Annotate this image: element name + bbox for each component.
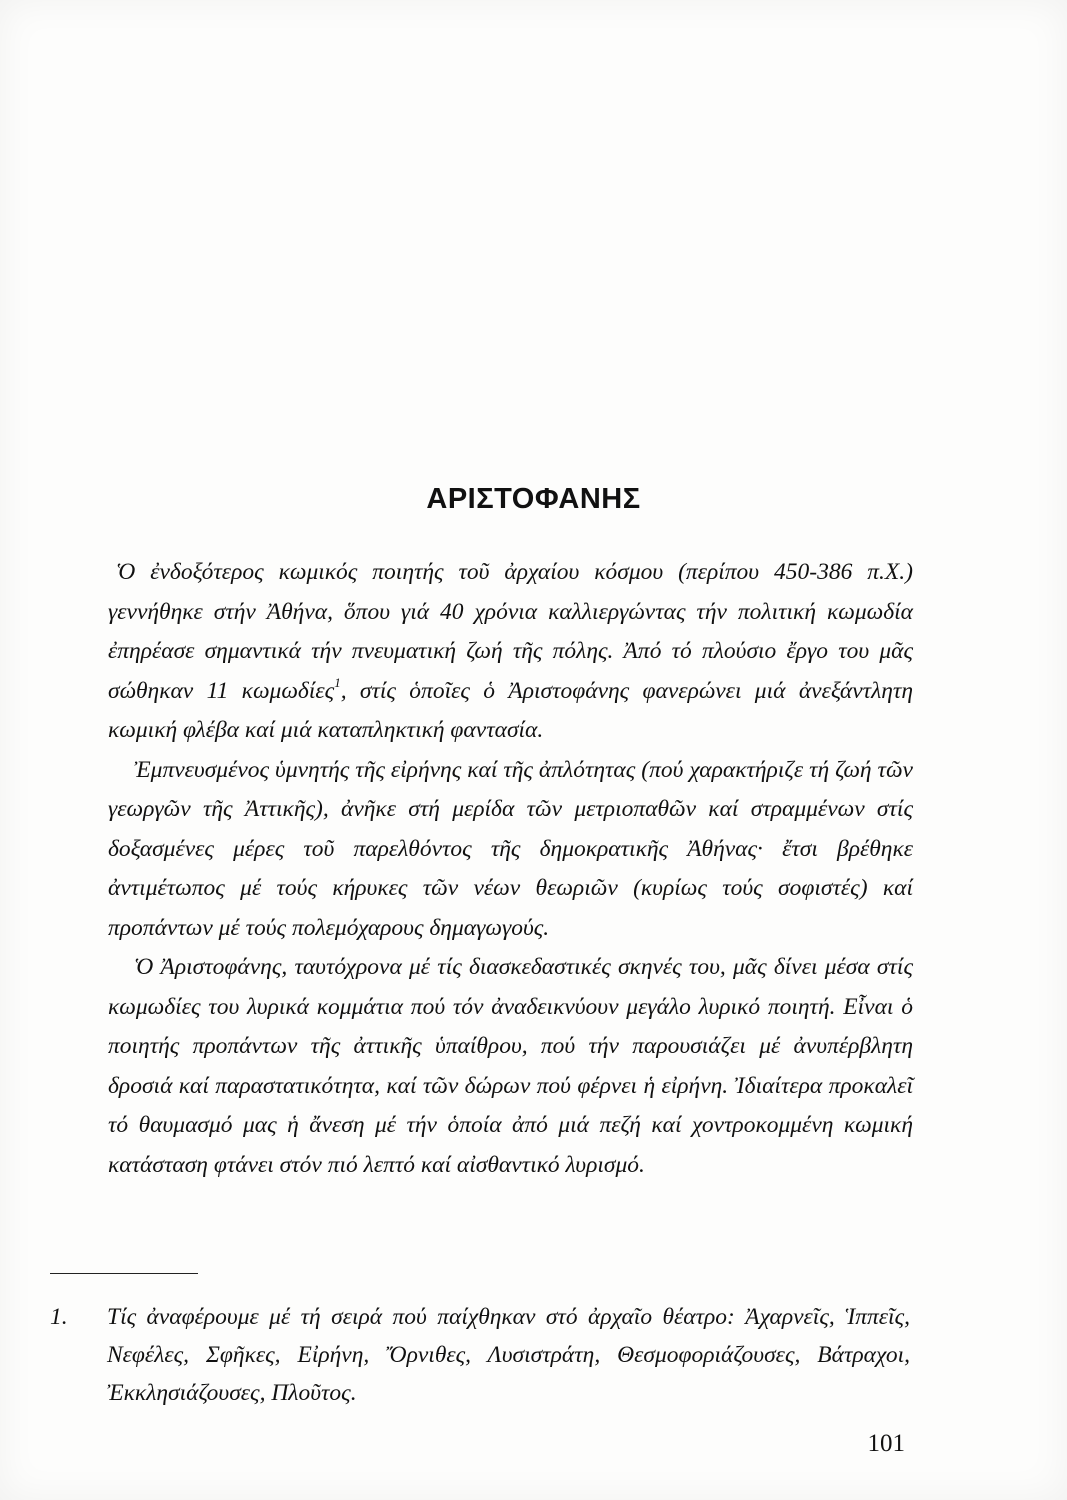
paragraph-intro-text: Ὁ ἐνδοξότερος κωμικός ποιητής τοῦ ἀρχαίου κόσμου (περίπου 450-386 π.Χ.) γεννήθηκε στήν Ἀθήνα, ὅπου γιά 40 χρόνια καλλιεργώντας τήν πολιτική κωμωδία ἐπηρέασε σημαντικά τήν πνευματική ζωή τῆς πόλης. Ἀπό τό πλούσιο ἔργο του μᾶς σώθηκαν 11 κωμωδίες — [108, 559, 913, 704]
paragraph-peace: Ἐμπνευσμένος ὑμνητής τῆς εἰρήνης καί τῆς ἀπλότητας (πού χαρακτήριζε τή ζωή τῶν γεωργῶν τῆς Ἀττικῆς), ἀνῆκε στή μερίδα τῶν μετριοπαθῶν καί στραμμένων στίς δοξασμένες μέρες τοῦ παρελθόντος τῆς δημοκρατικῆς Ἀθήνας· ἔτσι βρέθηκε ἀντιμέτωπος μέ τούς κήρυκες τῶν νέων θεωριῶν (κυρίως τούς σοφιστές) καί προπάντων μέ τούς πολεμόχαρους δημαγωγούς. — [108, 756, 913, 941]
footnote — [50, 1298, 910, 1412]
footnote-divider — [50, 1273, 198, 1274]
footnote-number: 1. — [50, 1304, 68, 1330]
page-number: 101 — [867, 1430, 905, 1457]
page-title: ΑΡΙΣΤΟΦΑΝΗΣ — [426, 483, 641, 515]
footnote-text: Τίς ἀναφέρουμε μέ τή σειρά πού παίχθηκαν στό ἀρχαῖο θέατρο: Ἀχαρνεῖς, Ἱππεῖς, Νεφέλες, Σφῆκες, Εἰρήνη, Ὄρνιθες, Λυσιστράτη, Θεσμοφοριάζουσες, Βάτραχοι, Ἐκκλησιάζουσες, Πλοῦτος. — [107, 1304, 910, 1406]
paragraph-intro — [108, 553, 913, 751]
paragraph-lyricism: Ὁ Ἀριστοφάνης, ταυτόχρονα μέ τίς διασκεδαστικές σκηνές του, μᾶς δίνει μέσα στίς κωμωδίες του λυρικά κομμάτια πού τόν ἀναδεικνύουν μεγάλο λυρικό ποιητή. Εἶναι ὁ ποιητής προπάντων τῆς ἀττικῆς ὑπαίθρου, πού τήν παρουσιάζει μέ ἀνυπέρβλητη δροσιά καί παραστατικότητα, καί τῶν δώρων πού φέρνει ἡ εἰρήνη. Ἰδιαίτερα προκαλεῖ τό θαυμασμό μας ἡ ἄνεση μέ τήν ὁποία ἀπό μιά πεζή καί χοντροκομμένη κωμική κατάσταση φτάνει στόν πιό λεπτό καί αἰσθαντικό λυρισμό. — [108, 954, 913, 1178]
body-text — [108, 553, 913, 1185]
footnote-reference: 1 — [334, 674, 341, 690]
paragraph-intro-continuation: , στίς ὁποῖες ὁ Ἀριστοφάνης φανερώνει μιά ἀνεξάντλητη κωμική φλέβα καί μιά καταπληκτική φαντασία. — [108, 677, 913, 743]
